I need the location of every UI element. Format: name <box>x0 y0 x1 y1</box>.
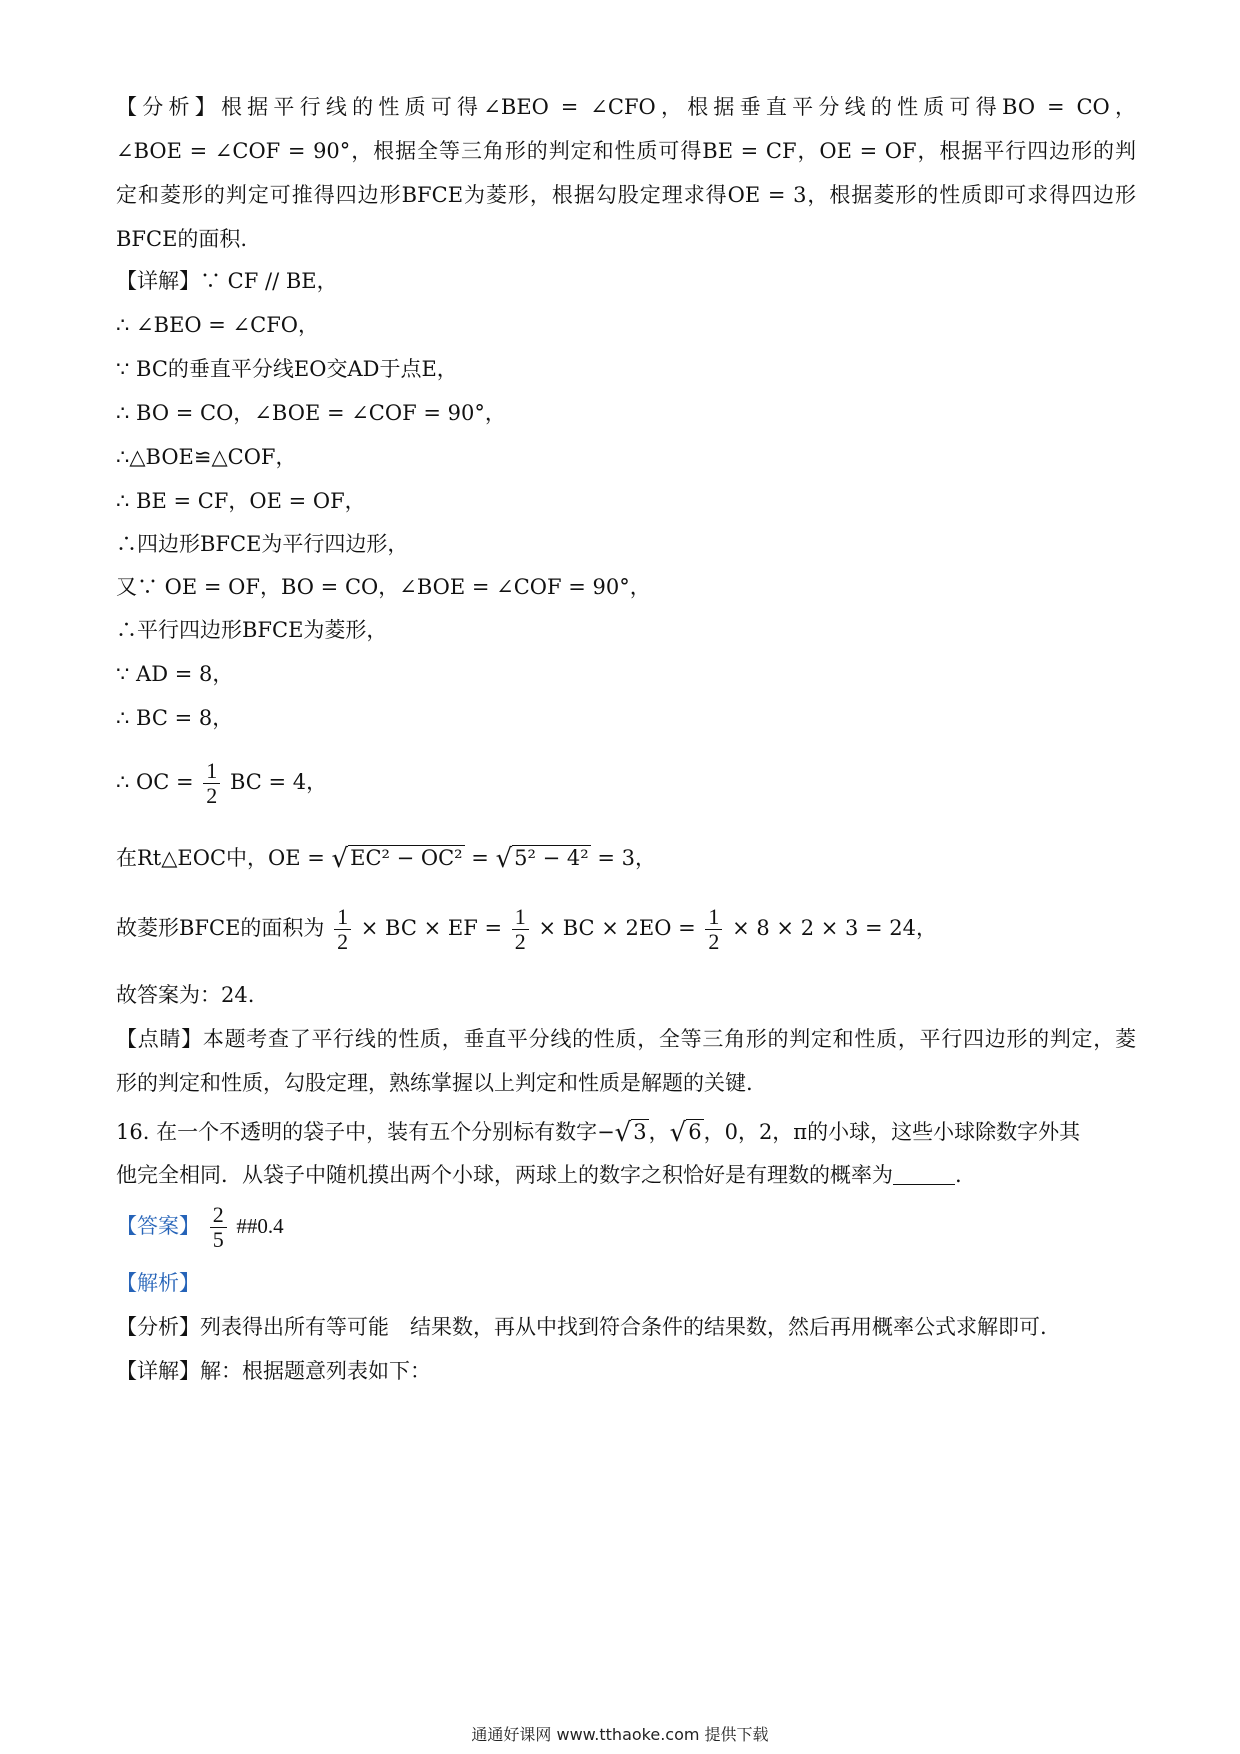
question-16-line-1 <box>116 1114 1136 1151</box>
fraction-denominator: 2 <box>206 783 218 808</box>
half-fraction <box>334 905 351 954</box>
fraction-numerator: 1 <box>203 759 220 784</box>
radical-sign-icon: √ <box>669 1118 687 1148</box>
radical-sign-icon: √ <box>495 844 513 874</box>
radicand-2: 5² − 4² <box>514 846 589 870</box>
analysis-line-2: ∠BOE = ∠COF = 90°，根据全等三角形的判定和性质可得BE = CF，OE = OF，根据平行四边形的判 <box>116 139 1136 163</box>
answer-fraction <box>210 1203 227 1252</box>
comment-line-1: 【点睛】本题考查了平行线的性质，垂直平分线的性质，全等三角形的判定和性质，平行四边形的判定，菱 <box>116 1027 1136 1051</box>
detail-line-4: ∴ BO = CO，∠BOE = ∠COF = 90°， <box>116 401 506 425</box>
answer-16-line <box>116 1196 1136 1256</box>
detail-line-3: ∵ BC的垂直平分线EO交AD于点E， <box>116 357 458 381</box>
question-16-end: . <box>955 1163 962 1187</box>
detail-line-11: ∴ BC = 8， <box>116 706 234 730</box>
footer-watermark: 通通好课网 www.tthaoke.com 提供下载 <box>471 1725 769 1744</box>
equals-sign: = <box>471 846 489 870</box>
radicand-1: EC² − OC² <box>350 846 463 870</box>
fraction-numerator: 1 <box>705 905 722 930</box>
analysis-16-text: 【分析】列表得出所有等可能 结果数，再从中找到符合条件的结果数，然后再用概率公式求解即可. <box>116 1315 1047 1339</box>
analysis-line-4: BFCE的面积. <box>116 227 248 251</box>
fraction-denominator: 2 <box>337 929 349 954</box>
question-16-separator: ， <box>648 1120 670 1144</box>
radical-sign-icon: √ <box>614 1118 632 1148</box>
answer-alternative: ##0.4 <box>236 1214 284 1238</box>
question-16-suffix: ，0，2，π的小球，这些小球除数字外其 <box>703 1120 1081 1144</box>
question-16-line-2 <box>116 1160 1136 1190</box>
area-step-1: × BC × EF = <box>360 916 503 940</box>
pythagoras-lhs: 在Rt△EOC中，OE = <box>116 846 325 870</box>
fraction-denominator: 5 <box>212 1227 224 1252</box>
fraction-numerator: 1 <box>512 905 529 930</box>
pythagoras-result: = 3， <box>597 846 656 870</box>
answer-blank <box>893 1164 955 1185</box>
detail-line-12 <box>116 752 1136 812</box>
question-16-prefix: 16. 在一个不透明的袋子中，装有五个分别标有数字− <box>116 1120 615 1144</box>
detail-line-14 <box>116 898 1136 958</box>
oc-rhs: BC = 4， <box>229 770 328 794</box>
half-fraction <box>512 905 529 954</box>
fraction-numerator: 2 <box>210 1203 227 1228</box>
fraction-numerator: 1 <box>334 905 351 930</box>
detail-line-7: ∴四边形BFCE为平行四边形， <box>116 532 409 556</box>
detail-line-8: 又∵ OE = OF，BO = CO，∠BOE = ∠COF = 90°， <box>116 575 651 599</box>
detail-line-10: ∵ AD = 8， <box>116 662 234 686</box>
analysis-label: 【解析】 <box>116 1271 200 1295</box>
detail-line-1: 【详解】∵ CF // BE， <box>116 269 338 293</box>
half-fraction <box>705 905 722 954</box>
question-16-text: 他完全相同．从袋子中随机摸出两个小球，两球上的数字之积恰好是有理数的概率为 <box>116 1163 893 1187</box>
detail-line-6: ∴ BE = CF，OE = OF， <box>116 489 366 513</box>
detail-line-5: ∴△BOE≌△COF， <box>116 445 297 469</box>
detail-line-9: ∴平行四边形BFCE为菱形， <box>116 618 388 642</box>
answer-statement: 故答案为：24. <box>116 983 255 1007</box>
fraction-denominator: 2 <box>708 929 720 954</box>
radicand-sqrt3: 3 <box>633 1120 647 1144</box>
oc-lhs: ∴ OC = <box>116 770 194 794</box>
detail-line-2: ∴ ∠BEO = ∠CFO， <box>116 313 320 337</box>
area-lead: 故菱形BFCE的面积为 <box>116 916 325 940</box>
detail-16-text: 【详解】解：根据题意列表如下： <box>116 1359 431 1383</box>
fraction-denominator: 2 <box>514 929 526 954</box>
radical-sign-icon: √ <box>331 844 349 874</box>
area-step-2: × BC × 2EO = <box>538 916 696 940</box>
half-fraction <box>203 759 220 808</box>
radicand-sqrt6: 6 <box>688 1120 702 1144</box>
analysis-line-1: 【分析】根据平行线的性质可得∠BEO = ∠CFO，根据垂直平分线的性质可得BO = CO， <box>116 95 1136 119</box>
comment-line-2: 形的判定和性质，勾股定理，熟练掌握以上判定和性质是解题的关键. <box>116 1071 753 1095</box>
analysis-line-3: 定和菱形的判定可推得四边形BFCE为菱形，根据勾股定理求得OE = 3，根据菱形的性质即可求得四边形 <box>116 183 1136 207</box>
area-step-3: × 8 × 2 × 3 = 24， <box>732 916 938 940</box>
detail-line-13 <box>116 840 1136 877</box>
answer-label: 【答案】 <box>116 1214 200 1238</box>
